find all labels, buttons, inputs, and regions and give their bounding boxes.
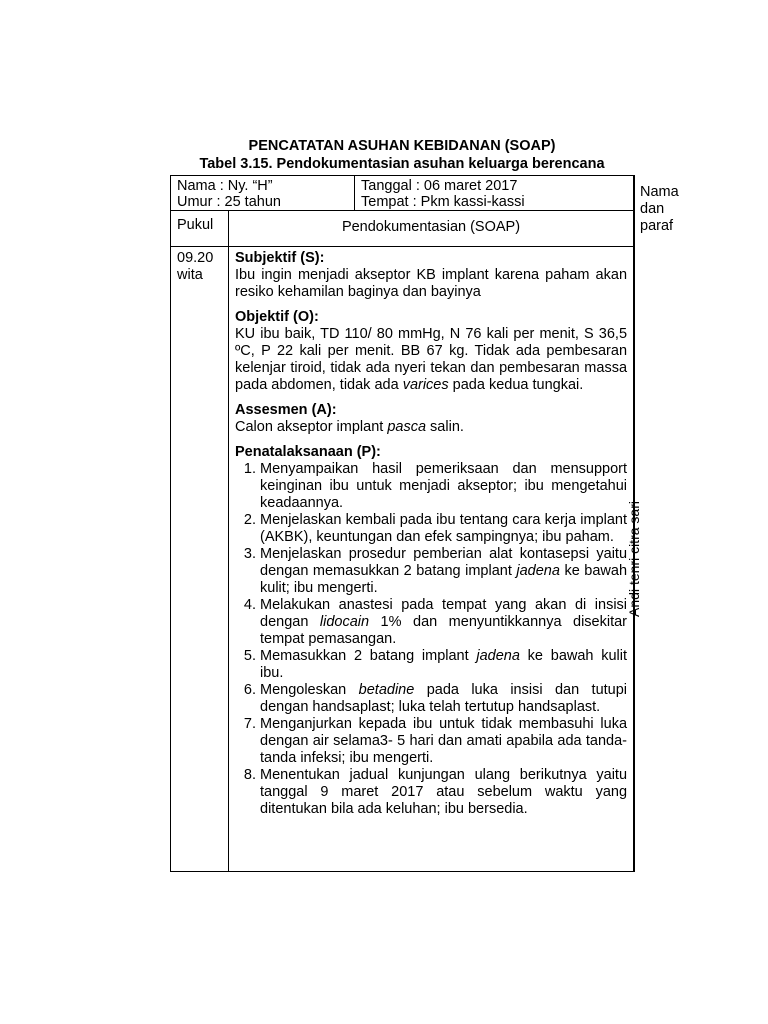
patient-age: Umur : 25 tahun: [177, 194, 281, 210]
plan-item-text: 1% dan menyuntikkannya disekitar tempat pemasangan.: [260, 614, 628, 647]
soap-content: [229, 247, 634, 872]
plan-item-italic: betadine: [358, 682, 415, 698]
assesmen-text-part2: salin.: [426, 419, 464, 435]
visit-place: Tempat : Pkm kassi-kassi: [361, 194, 525, 210]
objektif-text: [235, 326, 627, 394]
entry-time-zone: wita: [177, 267, 203, 283]
subjektif-section: [235, 250, 627, 301]
plan-item-text: pada luka insisi dan tutupi dengan handsaplast; luka telah tertutup handsaplast.: [260, 682, 628, 715]
objektif-term-varices: varices: [402, 377, 449, 393]
penatalaksanaan-section: [235, 444, 627, 818]
objektif-section: [235, 309, 627, 394]
plan-item: [260, 597, 627, 648]
subjektif-text: Ibu ingin menjadi akseptor KB implant karena paham akan resiko kehamilan baginya dan bayinya: [235, 267, 628, 300]
visit-info-cell: [355, 176, 634, 211]
plan-item-italic: jadena: [476, 648, 520, 664]
plan-list: [235, 461, 627, 818]
name-signature-header: Nama dan paraf: [634, 176, 635, 247]
column-header-row: [171, 211, 635, 247]
patient-identity-cell: [171, 176, 355, 211]
objektif-text-part1: KU ibu baik, TD 110/ 80 mmHg, N 76 kali per menit, S 36,5 ºC, P 22 kali per menit. BB 67 kg. Tidak ada pembesaran kelenjar tiroid, tidak ada nyeri tekan dan pembesaran massa pada abdomen, tidak ada: [235, 326, 628, 393]
soap-entry-row: [171, 247, 635, 872]
visit-date: Tanggal : 06 maret 2017: [361, 178, 518, 194]
plan-item-italic: jadena: [516, 563, 560, 579]
plan-item: 7. Menganjurkan kepada ibu untuk tidak membasuhi luka dengan air selama3- 5 hari dan amati apabila ada tanda-tanda infeksi; ibu mengerti.: [260, 716, 627, 767]
objektif-text-part2: pada kedua tungkai.: [448, 377, 584, 393]
plan-item-text: ke bawah kulit ibu.: [260, 648, 628, 681]
plan-item-text: Menjelaskan prosedur pemberian alat kontasepsi yaitu dengan memasukkan 2 batang implant: [260, 546, 628, 579]
objektif-title: Objektif (O):: [235, 309, 319, 325]
plan-item: [260, 648, 627, 682]
subjektif-title: Subjektif (S):: [235, 250, 325, 266]
plan-item: 2. Menjelaskan kembali pada ibu tentang cara kerja implant (AKBK), keuntungan dan efek sampingnya; ibu paham.: [260, 512, 627, 546]
plan-item-text: Melakukan anastesi pada tempat yang akan di insisi dengan: [260, 597, 628, 630]
soap-header: Pendokumentasian (SOAP): [229, 211, 634, 247]
plan-item: 8. Menentukan jadual kunjungan ulang berikutnya yaitu tanggal 9 maret 2017 atau sebelum waktu yang ditentukan bila ada keluhan; ibu bersedia.: [260, 767, 627, 818]
assesmen-section: [235, 402, 627, 436]
signature-name: Andi tenri citra sari: [626, 501, 643, 617]
penatalaksanaan-title: Penatalaksanaan (P):: [235, 444, 381, 460]
plan-item-text: ke bawah kulit; ibu mengerti.: [260, 563, 628, 596]
assesmen-term-pasca: pasca: [387, 419, 427, 435]
table-caption: Tabel 3.15. Pendokumentasian asuhan keluarga berencana: [199, 156, 605, 172]
plan-item: [260, 682, 627, 716]
patient-name: Nama : Ny. “H”: [177, 178, 273, 194]
signature-cell: [626, 247, 643, 872]
plan-item-text: Memasukkan 2 batang implant: [260, 648, 477, 664]
time-cell: [171, 247, 229, 872]
assesmen-title: Assesmen (A):: [235, 402, 337, 418]
plan-item: [260, 546, 627, 597]
assesmen-text-part1: Calon akseptor implant: [235, 419, 388, 435]
soap-table: [170, 175, 679, 872]
plan-item-italic: lidocain: [319, 614, 370, 630]
patient-info-row: [171, 176, 635, 211]
document-title: PENCATATAN ASUHAN KEBIDANAN (SOAP): [248, 138, 556, 154]
plan-item: 1. Menyampaikan hasil pemeriksaan dan mensupport keinginan ibu untuk menjadi akseptor; ibu mengetahui keadaannya.: [260, 461, 627, 512]
assesmen-text: [235, 419, 627, 436]
pukul-header: Pukul: [171, 211, 229, 247]
entry-time: 09.20: [177, 250, 214, 266]
plan-item-text: Mengoleskan: [260, 682, 359, 698]
